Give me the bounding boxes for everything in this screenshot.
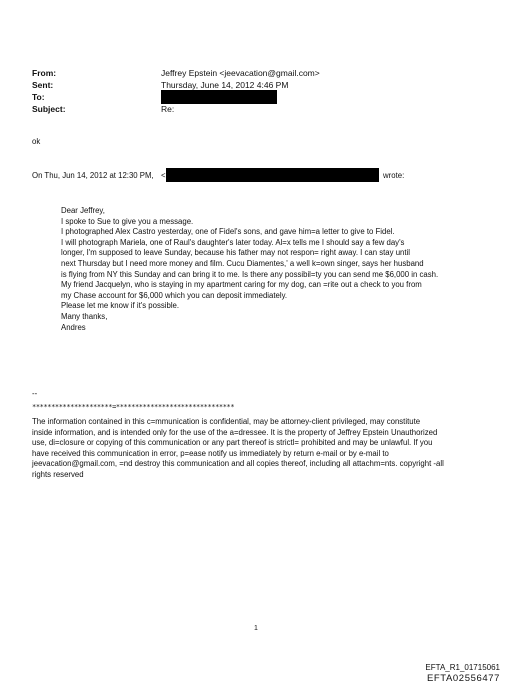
disclaimer-line: use, di=closure or copying of this communication or any part thereof is strictl= prohibited and may be unlawful. If you	[32, 438, 433, 448]
body-line: my Chase account for $6,000 which you can deposit immediately.	[61, 290, 288, 300]
body-line: I will photograph Mariela, one of Raul's daughter's later today. Al=x tells me I should say a few day's	[61, 237, 405, 247]
reply-text: ok	[32, 137, 41, 146]
disclaimer	[32, 417, 444, 481]
disclaimer-line: jeevacation@gmail.com, =nd destroy this communication and all copies thereof, including all attachm=nts. copyright -all	[32, 459, 444, 469]
sent-label: Sent:	[32, 80, 54, 90]
body-line: Please let me know if it's possible.	[61, 301, 180, 311]
from-value: Jeffrey Epstein <jeevacation@gmail.com>	[161, 68, 320, 78]
body-line: Andres	[61, 322, 86, 332]
subject-label: Subject:	[32, 104, 66, 114]
body-line: Dear Jeffrey,	[61, 206, 105, 215]
body-line: Many thanks,	[61, 311, 108, 321]
body-line: longer, I'm supposed to leave Sunday, because his father may not respon= right away. I can stay until	[61, 248, 411, 258]
page-number: 1	[254, 625, 258, 632]
body-line: is flying from NY this Sunday and can bring it to me. Is there any possibil=ty you can send me $6,000 in cash.	[61, 269, 439, 279]
from-label: From:	[32, 68, 57, 78]
body-line: I photographed Alex Castro yesterday, one of Fidel's sons, and gave him=a letter to give to Fidel.	[61, 227, 395, 237]
footer-code-2: EFTA02556477	[426, 673, 500, 684]
signature-stars: *********************=*******************************	[32, 403, 235, 411]
disclaimer-line: inside information, and is intended only for the use of the a=dressee. It is the property of Jeffrey Epstein Unauthorized	[32, 427, 438, 437]
subject-value: Re:	[161, 104, 175, 114]
footer-code-1: EFTA_R1_01715061	[425, 663, 500, 672]
message-body	[61, 206, 438, 333]
disclaimer-line: have received this communication in error, p=ease notify us immediately by return e-mail or by e-mail to	[32, 448, 389, 458]
to-redaction	[161, 90, 277, 104]
quote-lt: <	[161, 171, 166, 180]
quote-prefix: On Thu, Jun 14, 2012 at 12:30 PM,	[32, 171, 154, 180]
signature-dashes: --	[32, 389, 38, 398]
disclaimer-line: rights reserved	[32, 469, 84, 479]
body-line: next Thursday but I need more money and film. Cucu Diamentes,' a well k=own singer, says her husband	[61, 258, 424, 268]
body-line: My friend Jacquelyn, who is staying in my apartment caring for my dog, can =rite out a check to you from	[61, 280, 422, 290]
body-line: I spoke to Sue to give you a message.	[61, 216, 194, 226]
to-label: To:	[32, 92, 45, 102]
quote-suffix: wrote:	[383, 171, 405, 180]
sender-redaction	[166, 168, 379, 182]
disclaimer-line: The information contained in this c=mmunication is confidential, may be attorney-client privileged, may constitute	[32, 417, 421, 426]
sent-value: Thursday, June 14, 2012 4:46 PM	[161, 80, 289, 90]
